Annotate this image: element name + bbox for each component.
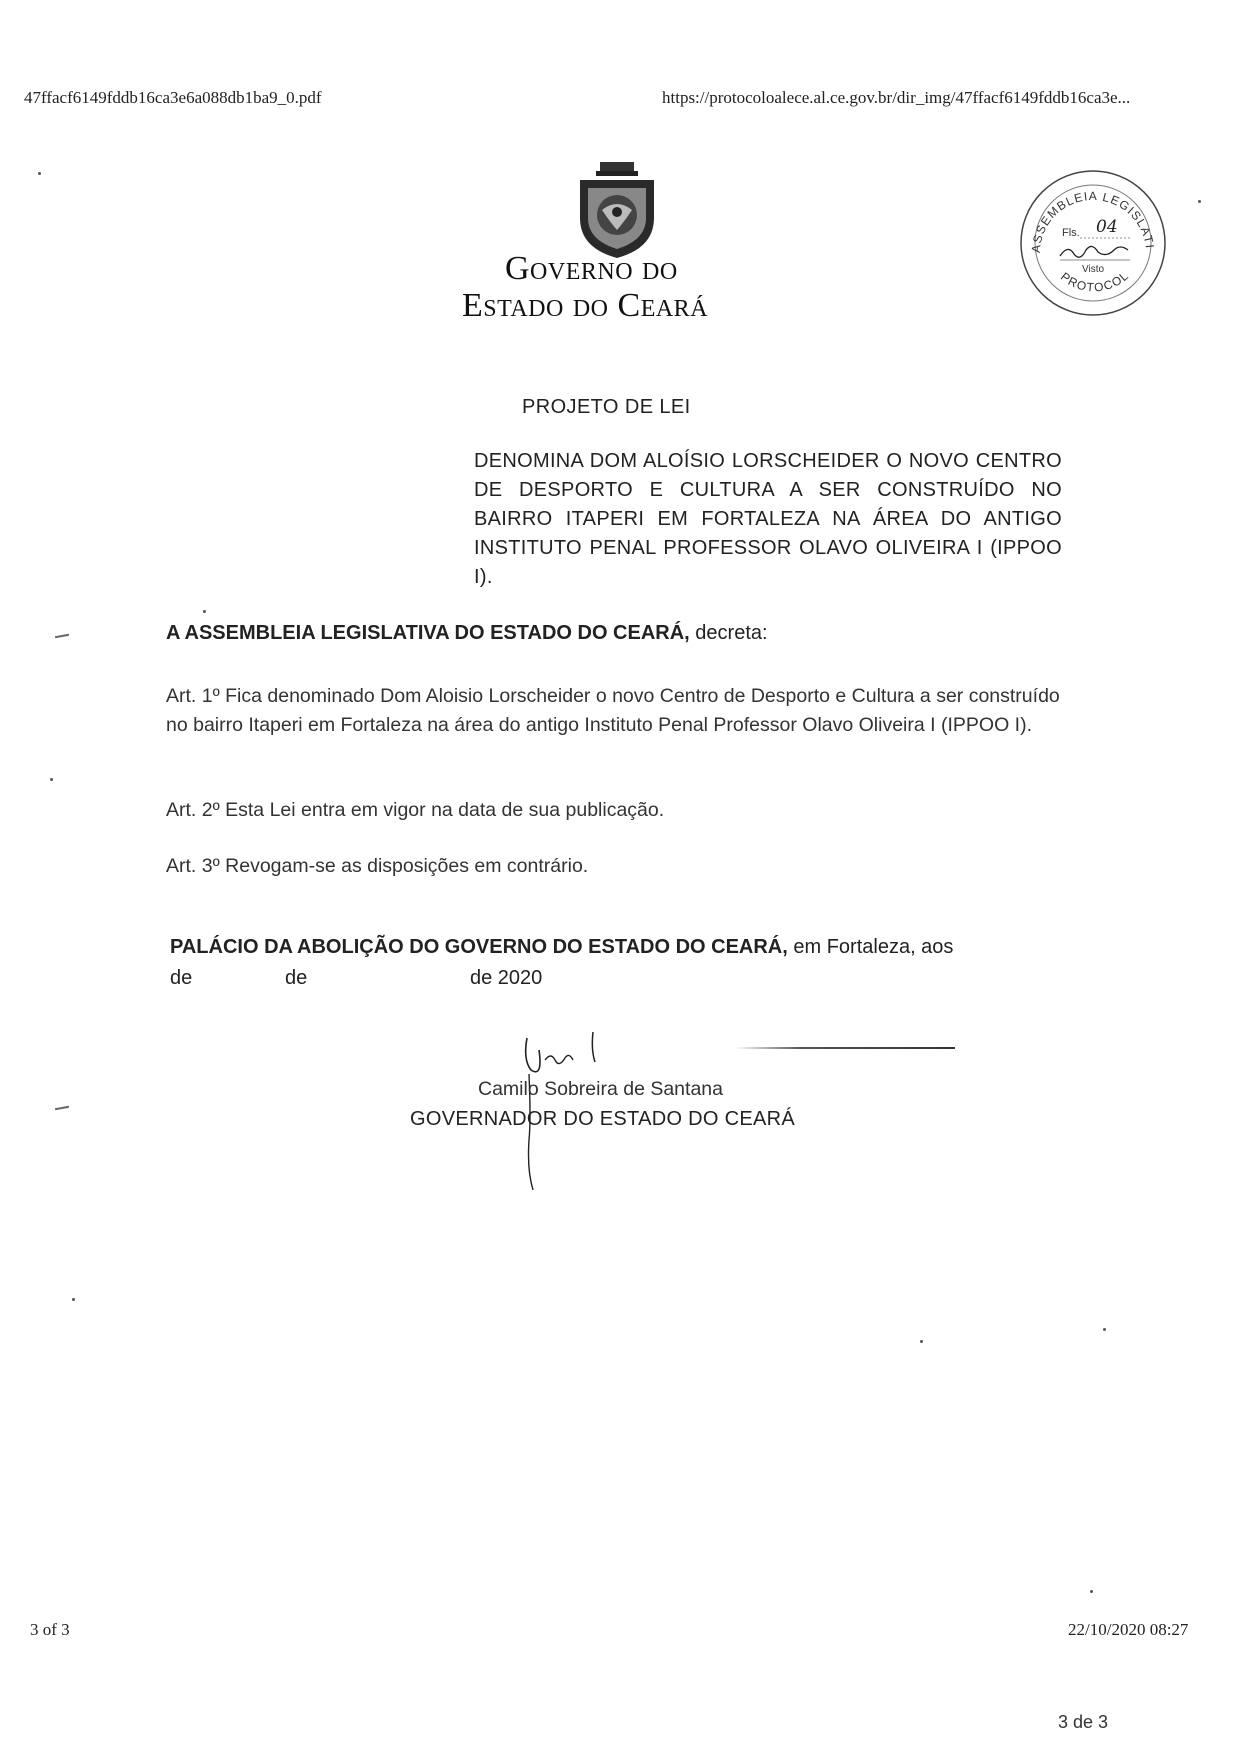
coat-of-arms-icon xyxy=(572,160,662,260)
svg-text:ASSEMBLEIA LEGISLATIVA DO CEAR: ASSEMBLEIA LEGISLATI xyxy=(1028,188,1157,254)
palace-name: PALÁCIO DA ABOLIÇÃO DO GOVERNO DO ESTADO DO CEARÁ, xyxy=(170,936,788,958)
palace-location: em Fortaleza, aos xyxy=(787,936,954,958)
scan-speck xyxy=(72,1298,75,1301)
date-de-2: de xyxy=(285,967,308,989)
protocol-stamp xyxy=(1018,168,1168,318)
letterhead-line1: Governo do xyxy=(505,250,678,287)
scan-speck xyxy=(1198,200,1201,203)
signature-line xyxy=(735,1047,955,1049)
print-filename: 47ffacf6149fddb16ca3e6a088db1ba9_0.pdf xyxy=(24,88,322,107)
decree-line xyxy=(166,622,768,645)
document-title: PROJETO DE LEI xyxy=(522,396,691,418)
signer-name: Camilo Sobreira de Santana xyxy=(478,1078,723,1100)
article-3: Art. 3º Revogam-se as disposições em contrário. xyxy=(166,855,589,877)
decree-verb: decreta: xyxy=(689,622,768,644)
print-url: https://protocoloalece.al.ce.gov.br/dir_img/47ffacf6149fddb16ca3e... xyxy=(662,88,1131,107)
svg-text:04: 04 xyxy=(1096,217,1118,237)
scan-mark xyxy=(55,1106,69,1110)
scan-speck xyxy=(38,172,41,175)
article-1: Art. 1º Fica denominado Dom Aloisio Lorscheider o novo Centro de Desporto e Cultura a ser construído no bairro Itaperi em Fortaleza na área do antigo Instituto Penal Professor Olavo Oliveira I (IPPOO I). xyxy=(166,685,1060,736)
scan-speck xyxy=(1103,1328,1106,1331)
date-de-1: de xyxy=(170,967,193,989)
svg-text:PROTOCOLO: PROTOCOL xyxy=(1057,268,1132,295)
signer-title: GOVERNADOR DO ESTADO DO CEARÁ xyxy=(410,1108,796,1130)
stamp-seal-icon xyxy=(1018,168,1168,318)
page-number: 3 de 3 xyxy=(1058,1712,1109,1732)
date-year: de 2020 xyxy=(470,967,543,989)
scan-speck xyxy=(1090,1590,1093,1593)
print-timestamp: 22/10/2020 08:27 xyxy=(1068,1620,1189,1639)
svg-text:Visto: Visto xyxy=(1082,264,1105,275)
scan-speck xyxy=(203,610,206,613)
svg-text:Fls.: Fls. xyxy=(1062,227,1080,239)
decree-authority: A ASSEMBLEIA LEGISLATIVA DO ESTADO DO CEARÁ, xyxy=(166,622,690,644)
letterhead-line2: Estado do Ceará xyxy=(462,287,709,324)
article-2: Art. 2º Esta Lei entra em vigor na data de sua publicação. xyxy=(166,799,665,821)
bill-summary: DENOMINA DOM ALOÍSIO LORSCHEIDER O NOVO CENTRO DE DESPORTO E CULTURA A SER CONSTRUÍDO NO BAIRRO ITAPERI EM FORTALEZA NA ÁREA DO ANTIGO INSTITUTO PENAL PROFESSOR OLAVO OLIVEIRA I (IPPOO I). xyxy=(474,450,1062,588)
scan-speck xyxy=(920,1340,923,1343)
scan-speck xyxy=(50,778,53,781)
palace-line xyxy=(170,936,953,959)
print-page-count: 3 of 3 xyxy=(30,1620,70,1639)
scan-mark xyxy=(55,634,69,638)
